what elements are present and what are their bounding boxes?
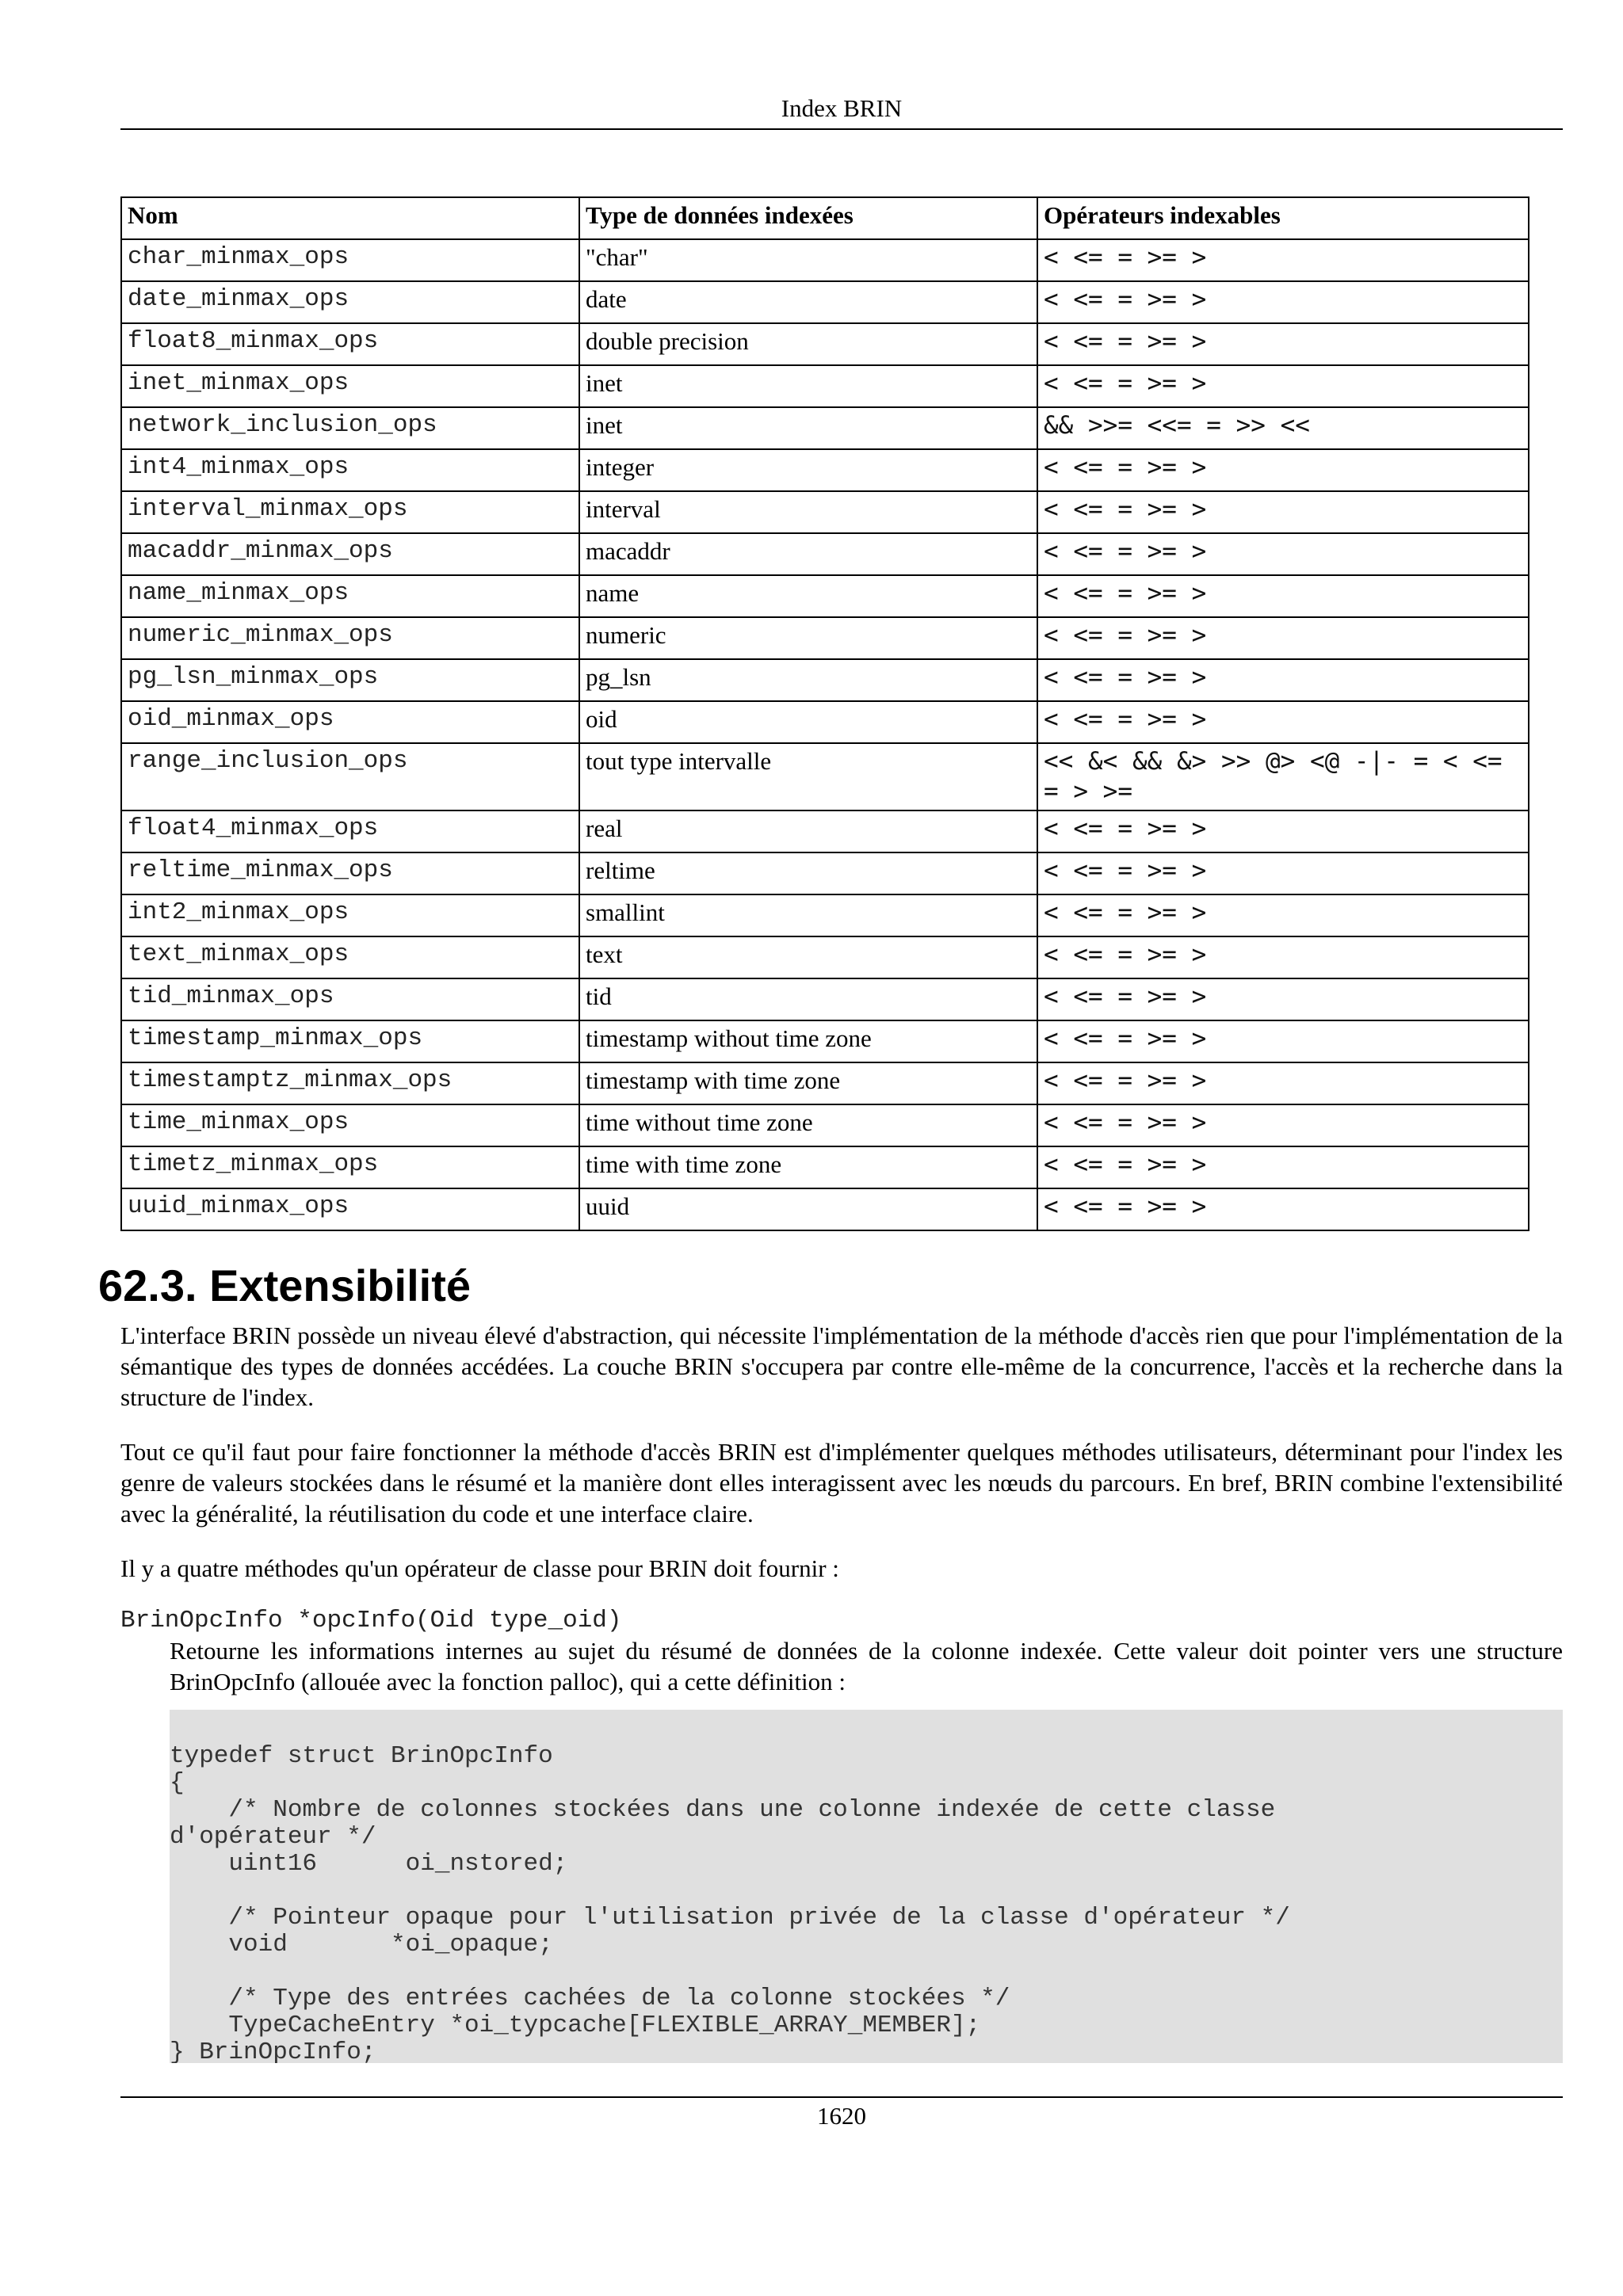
table-row bbox=[121, 1062, 1529, 1104]
table-row bbox=[121, 281, 1529, 323]
data-type-cell: inet bbox=[579, 365, 1037, 407]
data-type-cell: interval bbox=[579, 491, 1037, 533]
operators-cell: < <= = >= > bbox=[1037, 239, 1529, 281]
table-row bbox=[121, 936, 1529, 978]
operator-class-table bbox=[120, 196, 1529, 1231]
function-description: Retourne les informations internes au sujet du résumé de données de la colonne indexée. Cette valeur doit pointer vers une structure BrinOpcInfo (allouée avec la fonction palloc), qui a cette définition : bbox=[170, 1637, 1563, 1695]
operators-cell: < <= = >= > bbox=[1037, 491, 1529, 533]
data-type-cell: real bbox=[579, 810, 1037, 852]
table-row bbox=[121, 810, 1529, 852]
section-title: 62.3. Extensibilité bbox=[98, 1261, 471, 1310]
operators-cell: < <= = >= > bbox=[1037, 449, 1529, 491]
operators-cell: < <= = >= > bbox=[1037, 810, 1529, 852]
table-row bbox=[121, 533, 1529, 575]
opclass-name-cell: timetz_minmax_ops bbox=[121, 1146, 579, 1188]
table-row bbox=[121, 1188, 1529, 1230]
code-block: typedef struct BrinOpcInfo { /* Nombre de colonnes stockées dans une colonne indexée de cette classe d'opérateur */ uint16 oi_nstored; /* Pointeur opaque pour l'utilisation privée de la classe d'opérateur */ void *oi_opaque; /* Type des entrées cachées de la colonne stockées */ TypeCacheEntry *oi_typcache[FLEXIBLE_ARRAY_MEMBER]; } BrinOpcInfo; bbox=[170, 1710, 1563, 2063]
opclass-name-cell: macaddr_minmax_ops bbox=[121, 533, 579, 575]
opclass-name-cell: oid_minmax_ops bbox=[121, 701, 579, 743]
opclass-name-cell: text_minmax_ops bbox=[121, 936, 579, 978]
table-row bbox=[121, 743, 1529, 810]
opclass-name-cell: name_minmax_ops bbox=[121, 575, 579, 617]
opclass-name-cell: timestamptz_minmax_ops bbox=[121, 1062, 579, 1104]
operators-cell: < <= = >= > bbox=[1037, 701, 1529, 743]
operators-cell: << &< && &> >> @> <@ -|- = < <= = > >= bbox=[1037, 743, 1529, 810]
operators-cell: < <= = >= > bbox=[1037, 533, 1529, 575]
data-type-cell: text bbox=[579, 936, 1037, 978]
table-row bbox=[121, 491, 1529, 533]
data-type-cell: time with time zone bbox=[579, 1146, 1037, 1188]
opclass-name-cell: network_inclusion_ops bbox=[121, 407, 579, 449]
opclass-name-cell: inet_minmax_ops bbox=[121, 365, 579, 407]
data-type-cell: name bbox=[579, 575, 1037, 617]
operators-cell: < <= = >= > bbox=[1037, 894, 1529, 936]
opclass-name-cell: char_minmax_ops bbox=[121, 239, 579, 281]
opclass-name-cell: int2_minmax_ops bbox=[121, 894, 579, 936]
column-header-name: Nom bbox=[121, 197, 579, 239]
opclass-name-cell: reltime_minmax_ops bbox=[121, 852, 579, 894]
table-row bbox=[121, 239, 1529, 281]
column-header-type: Type de données indexées bbox=[579, 197, 1037, 239]
function-signature: BrinOpcInfo *opcInfo(Oid type_oid) bbox=[120, 1607, 622, 1634]
opclass-name-cell: timestamp_minmax_ops bbox=[121, 1020, 579, 1062]
operators-cell: < <= = >= > bbox=[1037, 1188, 1529, 1230]
operators-cell: < <= = >= > bbox=[1037, 575, 1529, 617]
table-row bbox=[121, 323, 1529, 365]
operators-cell: < <= = >= > bbox=[1037, 1020, 1529, 1062]
table-row bbox=[121, 575, 1529, 617]
table-header-row bbox=[121, 197, 1529, 239]
table-row bbox=[121, 1146, 1529, 1188]
operators-cell: < <= = >= > bbox=[1037, 1062, 1529, 1104]
column-header-operators: Opérateurs indexables bbox=[1037, 197, 1529, 239]
data-type-cell: tid bbox=[579, 978, 1037, 1020]
table-row bbox=[121, 978, 1529, 1020]
data-type-cell: "char" bbox=[579, 239, 1037, 281]
table-row bbox=[121, 617, 1529, 659]
data-type-cell: uuid bbox=[579, 1188, 1037, 1230]
opclass-name-cell: pg_lsn_minmax_ops bbox=[121, 659, 579, 701]
data-type-cell: numeric bbox=[579, 617, 1037, 659]
data-type-cell: reltime bbox=[579, 852, 1037, 894]
table-row bbox=[121, 449, 1529, 491]
opclass-name-cell: date_minmax_ops bbox=[121, 281, 579, 323]
paragraph-four-methods: Il y a quatre méthodes qu'un opérateur de classe pour BRIN doit fournir : bbox=[120, 1554, 839, 1582]
operators-cell: < <= = >= > bbox=[1037, 617, 1529, 659]
table-row bbox=[121, 407, 1529, 449]
table-row bbox=[121, 1104, 1529, 1146]
operators-cell: < <= = >= > bbox=[1037, 365, 1529, 407]
operators-cell: < <= = >= > bbox=[1037, 978, 1529, 1020]
operators-cell: < <= = >= > bbox=[1037, 936, 1529, 978]
operators-cell: && >>= <<= = >> << bbox=[1037, 407, 1529, 449]
data-type-cell: timestamp with time zone bbox=[579, 1062, 1037, 1104]
table-row bbox=[121, 894, 1529, 936]
data-type-cell: timestamp without time zone bbox=[579, 1020, 1037, 1062]
opclass-name-cell: numeric_minmax_ops bbox=[121, 617, 579, 659]
paragraph-abstraction: L'interface BRIN possède un niveau élevé d'abstraction, qui nécessite l'implémentation de la méthode d'accès rien que pour l'implémentation de la sémantique des types de données accédées. La couche BRIN s'occupera par contre elle-même de la concurrence, l'accès et la recherche dans la structure de l'index. bbox=[120, 1322, 1563, 1411]
opclass-name-cell: time_minmax_ops bbox=[121, 1104, 579, 1146]
data-type-cell: macaddr bbox=[579, 533, 1037, 575]
page-number: 1620 bbox=[120, 2096, 1563, 2134]
data-type-cell: smallint bbox=[579, 894, 1037, 936]
opclass-name-cell: float8_minmax_ops bbox=[121, 323, 579, 365]
table-row bbox=[121, 852, 1529, 894]
paragraph-methods: Tout ce qu'il faut pour faire fonctionner la méthode d'accès BRIN est d'implémenter quelques méthodes utilisateurs, déterminant pour l'index les genre de valeurs stockées dans le résumé et la manière dont elles interagissent avec les nœuds du parcours. En bref, BRIN combine l'extensibilité avec la généralité, la réutilisation du code et une interface claire. bbox=[120, 1438, 1563, 1527]
data-type-cell: date bbox=[579, 281, 1037, 323]
operators-cell: < <= = >= > bbox=[1037, 1146, 1529, 1188]
data-type-cell: time without time zone bbox=[579, 1104, 1037, 1146]
opclass-name-cell: range_inclusion_ops bbox=[121, 743, 579, 810]
data-type-cell: pg_lsn bbox=[579, 659, 1037, 701]
operators-cell: < <= = >= > bbox=[1037, 323, 1529, 365]
running-header: Index BRIN bbox=[120, 89, 1563, 130]
opclass-name-cell: float4_minmax_ops bbox=[121, 810, 579, 852]
operators-cell: < <= = >= > bbox=[1037, 852, 1529, 894]
opclass-name-cell: interval_minmax_ops bbox=[121, 491, 579, 533]
data-type-cell: inet bbox=[579, 407, 1037, 449]
table-row bbox=[121, 659, 1529, 701]
opclass-name-cell: int4_minmax_ops bbox=[121, 449, 579, 491]
table-row bbox=[121, 1020, 1529, 1062]
operators-cell: < <= = >= > bbox=[1037, 1104, 1529, 1146]
table-row bbox=[121, 365, 1529, 407]
data-type-cell: double precision bbox=[579, 323, 1037, 365]
table-row bbox=[121, 701, 1529, 743]
table-body bbox=[121, 239, 1529, 1230]
operators-cell: < <= = >= > bbox=[1037, 659, 1529, 701]
operators-cell: < <= = >= > bbox=[1037, 281, 1529, 323]
data-type-cell: tout type intervalle bbox=[579, 743, 1037, 810]
opclass-name-cell: uuid_minmax_ops bbox=[121, 1188, 579, 1230]
data-type-cell: integer bbox=[579, 449, 1037, 491]
opclass-name-cell: tid_minmax_ops bbox=[121, 978, 579, 1020]
data-type-cell: oid bbox=[579, 701, 1037, 743]
